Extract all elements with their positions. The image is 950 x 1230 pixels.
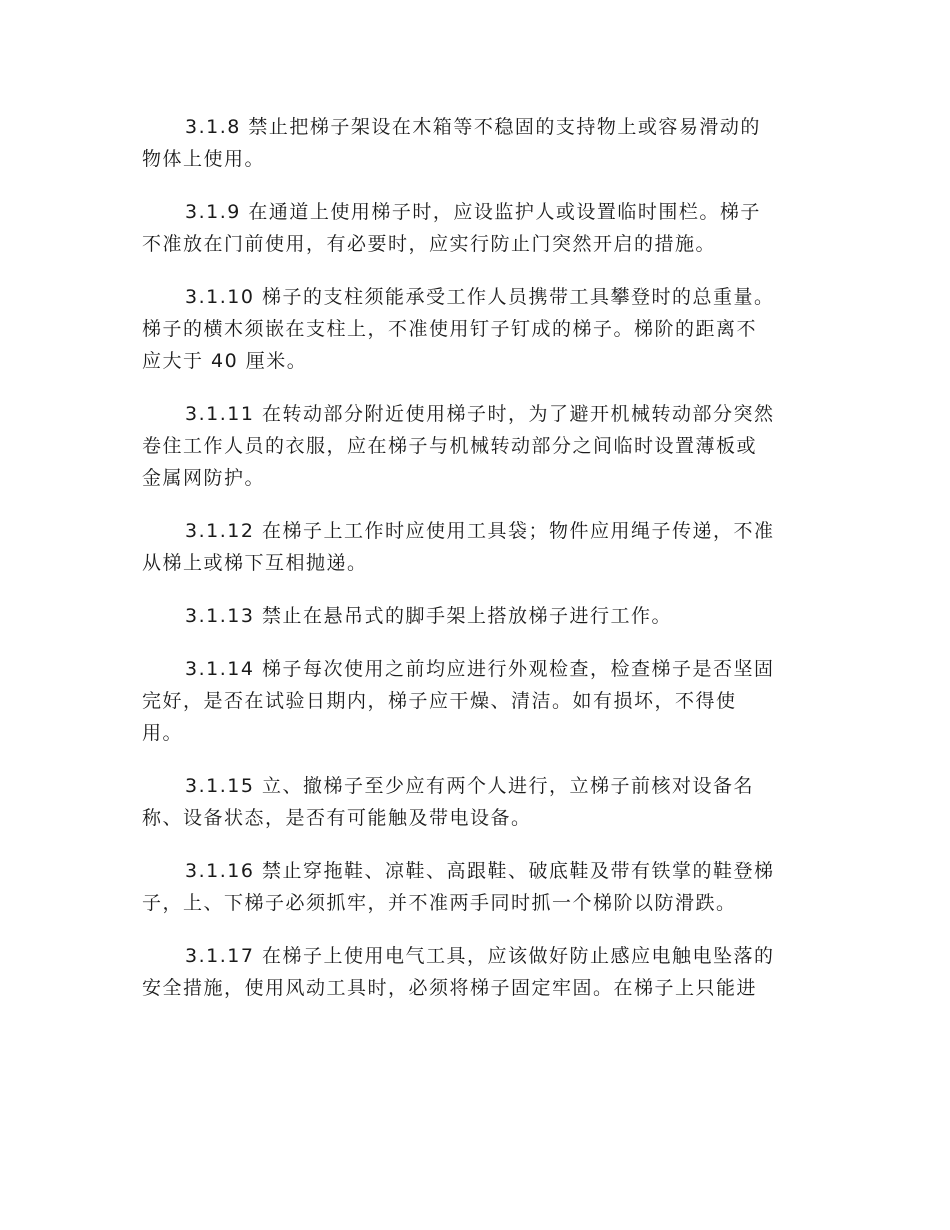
paragraph-3-1-15 (142, 770, 812, 834)
paragraph-line: 用。 (142, 722, 184, 744)
paragraph-line: 3.1.10 梯子的支柱须能承受工作人员携带工具攀登时的总重量。 (185, 286, 775, 308)
paragraph-3-1-17 (142, 940, 812, 1004)
paragraph-3-1-16 (142, 855, 812, 919)
paragraph-3-1-10 (142, 281, 812, 377)
paragraph-3-1-12 (142, 515, 812, 579)
paragraph-line: 3.1.8 禁止把梯子架设在木箱等不稳固的支持物上或容易滑动的 (185, 116, 761, 138)
paragraph-line: 3.1.12 在梯子上工作时应使用工具袋；物件应用绳子传递，不准 (185, 520, 775, 542)
paragraph-3-1-8 (142, 111, 812, 175)
paragraph-line: 3.1.16 禁止穿拖鞋、凉鞋、高跟鞋、破底鞋及带有铁掌的鞋登梯 (185, 860, 775, 882)
paragraph-line: 物体上使用。 (142, 148, 266, 170)
paragraph-line: 3.1.14 梯子每次使用之前均应进行外观检查，检查梯子是否坚固 (185, 658, 775, 680)
paragraph-line: 3.1.17 在梯子上使用电气工具，应该做好防止感应电触电坠落的 (185, 945, 775, 967)
paragraph-line: 梯子的横木须嵌在支柱上，不准使用钉子钉成的梯子。梯阶的距离不 (142, 318, 758, 340)
document-body (142, 111, 812, 1025)
paragraph-line: 称、设备状态，是否有可能触及带电设备。 (142, 807, 532, 829)
paragraph-line: 不准放在门前使用，有必要时，应实行防止门突然开启的措施。 (142, 233, 717, 255)
paragraph-line: 3.1.9 在通道上使用梯子时，应设监护人或设置临时围栏。梯子 (185, 201, 761, 223)
paragraph-line: 子，上、下梯子必须抓牢，并不准两手同时抓一个梯阶以防滑跌。 (142, 892, 737, 914)
paragraph-line: 卷住工作人员的衣服，应在梯子与机械转动部分之间临时设置薄板或 (142, 435, 758, 457)
paragraph-line: 应大于 40 厘米。 (142, 350, 308, 372)
paragraph-line: 安全措施，使用风动工具时，必须将梯子固定牢固。在梯子上只能进 (142, 977, 758, 999)
paragraph-3-1-11 (142, 398, 812, 494)
paragraph-line: 从梯上或梯下互相抛递。 (142, 552, 368, 574)
paragraph-line: 金属网防护。 (142, 467, 266, 489)
paragraph-3-1-13 (142, 600, 812, 632)
paragraph-3-1-14 (142, 653, 812, 749)
paragraph-line: 完好，是否在试验日期内，梯子应干燥、清洁。如有损坏，不得使 (142, 690, 737, 712)
paragraph-line: 3.1.11 在转动部分附近使用梯子时，为了避开机械转动部分突然 (185, 403, 775, 425)
paragraph-line: 3.1.13 禁止在悬吊式的脚手架上搭放梯子进行工作。 (185, 605, 672, 627)
paragraph-line: 3.1.15 立、撤梯子至少应有两个人进行，立梯子前核对设备名 (185, 775, 754, 797)
paragraph-3-1-9 (142, 196, 812, 260)
